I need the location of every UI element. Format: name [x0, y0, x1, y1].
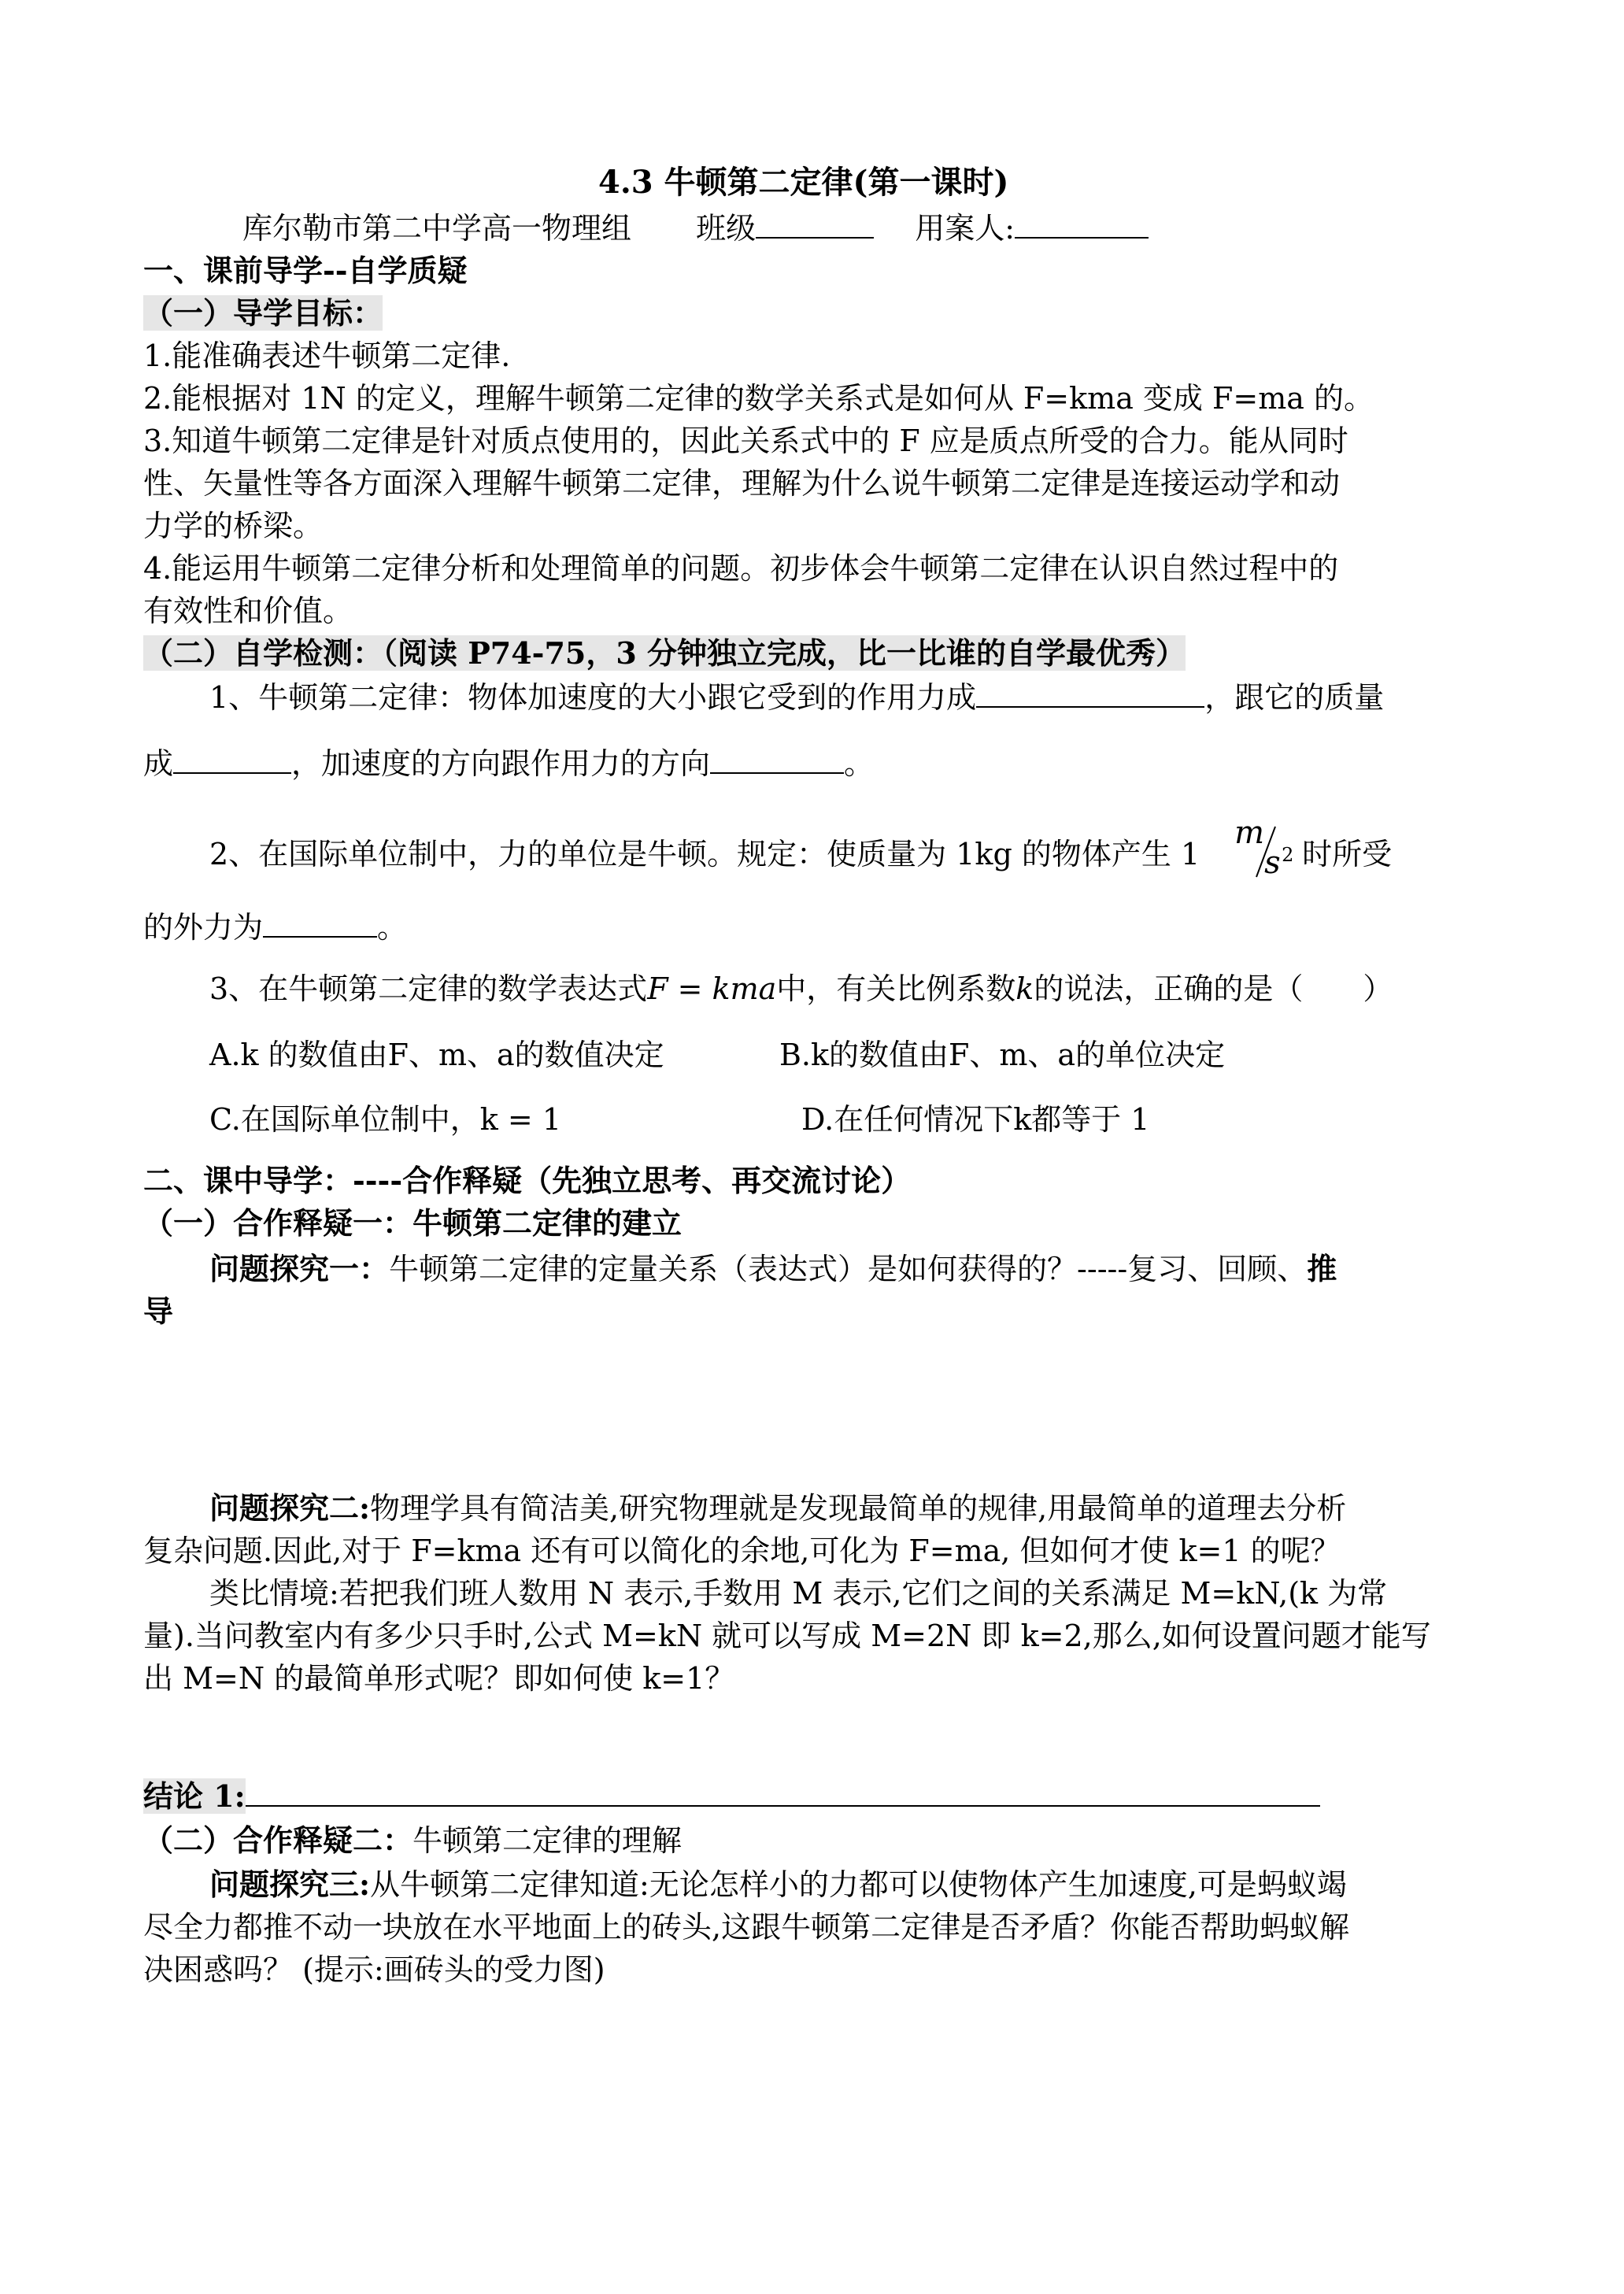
- section1-heading: 一、课前导学--自学质疑: [143, 253, 468, 288]
- q3-option-c[interactable]: C.在国际单位制中，k = 1: [209, 1102, 562, 1137]
- q1-line-1: 1、牛顿第二定律：物体加速度的大小跟它受到的作用力成 ，跟它的质量: [209, 680, 1385, 715]
- inquiry3-line-3: 决困惑吗？ (提示:画砖头的受力图): [143, 1952, 605, 1987]
- q3-option-d[interactable]: D.在任何情况下k都等于 1: [801, 1102, 1150, 1137]
- analogy-line-3: 出 M=N 的最简单形式呢？即如何使 k=1？: [143, 1661, 735, 1696]
- goal-line-1: 1.能准确表述牛顿第二定律.: [143, 339, 511, 373]
- user-label: 用案人:: [915, 211, 1015, 246]
- analogy-line-2: 量).当问教室内有多少只手时,公式 M=kN 就可以写成 M=2N 即 k=2,那么,如何设置问题才能写: [143, 1619, 1431, 1653]
- q3-option-b[interactable]: B.k的数值由F、m、a的单位决定: [779, 1038, 1226, 1072]
- inquiry1-line-2: 导: [143, 1293, 174, 1329]
- goal-line-2: 2.能根据对 1N 的定义，理解牛顿第二定律的数学关系式是如何从 F=kma 变成 F=ma 的。: [143, 381, 1374, 416]
- class-label: 班级: [696, 211, 757, 246]
- conclusion-line: 结论 1:: [143, 1776, 1320, 1817]
- user-blank[interactable]: [1015, 210, 1149, 239]
- conclusion-blank[interactable]: [246, 1778, 1320, 1807]
- goals-heading: （一）导学目标：: [143, 295, 383, 331]
- goal-line-5: 力学的桥梁。: [143, 509, 324, 543]
- q2-blank[interactable]: [263, 909, 377, 938]
- part1-heading: （一）合作释疑一：牛顿第二定律的建立: [143, 1205, 683, 1241]
- q1-blank-3[interactable]: [710, 746, 844, 774]
- class-blank[interactable]: [756, 210, 874, 239]
- goal-line-7: 有效性和价值。: [143, 594, 353, 628]
- inquiry1-line-1: 问题探究一：牛顿第二定律的定量关系（表达式）是如何获得的？-----复习、回顾、推: [209, 1251, 1337, 1286]
- inquiry2-line-1: 问题探究二:物理学具有简洁美,研究物理就是发现最简单的规律,用最简单的道理去分析: [209, 1490, 1347, 1526]
- check-heading: （二）自学检测：（阅读 P74-75，3 分钟独立完成，比一比谁的自学最优秀）: [143, 635, 1186, 671]
- goal-line-6: 4.能运用牛顿第二定律分析和处理简单的问题。初步体会牛顿第二定律在认识自然过程中的: [143, 551, 1339, 586]
- q1-blank-2[interactable]: [173, 746, 291, 774]
- q1-blank-1[interactable]: [976, 679, 1204, 708]
- goal-line-3: 3.知道牛顿第二定律是针对质点使用的，因此关系式中的 F 应是质点所受的合力。能从同时: [143, 424, 1348, 458]
- q3-option-a[interactable]: A.k 的数值由F、m、a的数值决定: [209, 1038, 664, 1072]
- goal-line-4: 性、矢量性等各方面深入理解牛顿第二定律，理解为什么说牛顿第二定律是连接运动学和动: [143, 466, 1341, 501]
- unit-m-per-s2: m s 2: [1234, 815, 1294, 881]
- inquiry3-line-1: 问题探究三:从牛顿第二定律知道:无论怎样小的力都可以使物体产生加速度,可是蚂蚁竭: [209, 1867, 1347, 1902]
- section2-heading: 二、课中导学：----合作释疑（先独立思考、再交流讨论）: [143, 1163, 912, 1198]
- inquiry3-line-2: 尽全力都推不动一块放在水平地面上的砖头,这跟牛顿第二定律是否矛盾？你能否帮助蚂蚁解: [143, 1910, 1350, 1944]
- q1-line-2: 成 ，加速度的方向跟作用力的方向 。: [143, 746, 875, 781]
- analogy-line-1: 类比情境:若把我们班人数用 N 表示,手数用 M 表示,它们之间的关系满足 M=kN,(k 为常: [209, 1576, 1388, 1611]
- header-line: [242, 208, 1149, 249]
- q3-stem: 3、在牛顿第二定律的数学表达式F = kma中，有关比例系数k的说法，正确的是（ ）: [209, 971, 1393, 1006]
- school-name: 库尔勒市第二中学高一物理组: [242, 211, 632, 246]
- inquiry2-line-2: 复杂问题.因此,对于 F=kma 还有可以简化的余地,可化为 F=ma, 但如何才使 k=1 的呢？: [143, 1534, 1341, 1568]
- part2-heading: （二）合作释疑二：牛顿第二定律的理解: [143, 1822, 683, 1858]
- q2-line-2: 的外力为 。: [143, 910, 408, 945]
- q2-line-1: 2、在国际单位制中，力的单位是牛顿。规定：使质量为 1kg 的物体产生 1 m s 2 时所受: [209, 815, 1393, 881]
- page-title: 4.3 牛顿第二定律(第一课时): [598, 164, 1009, 201]
